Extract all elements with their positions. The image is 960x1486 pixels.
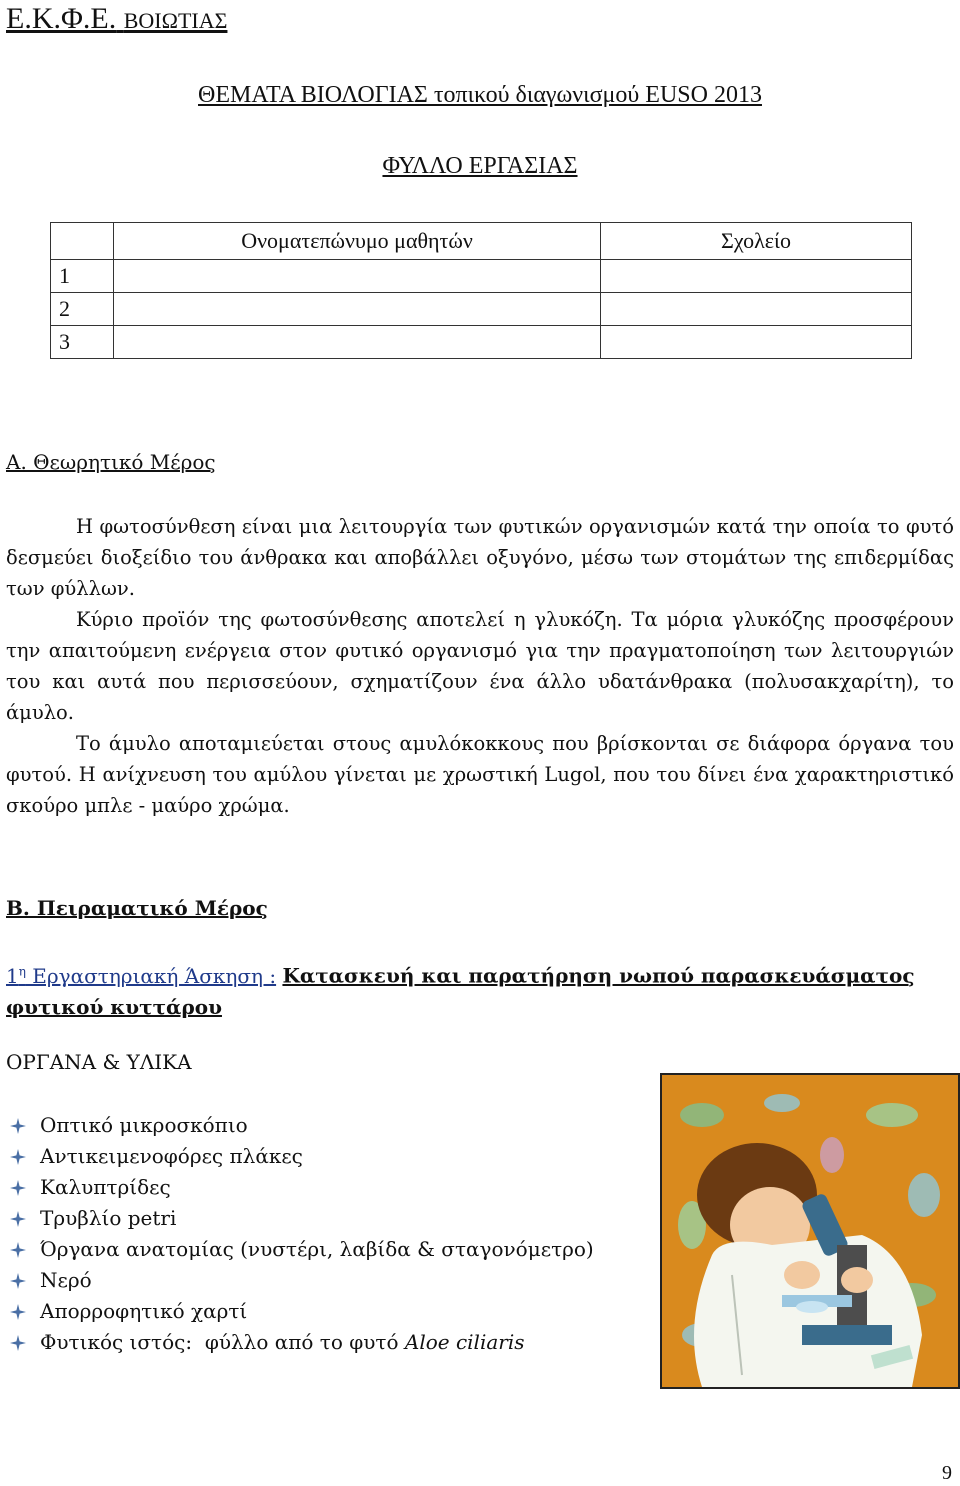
table-header-school: Σχολείο: [601, 223, 912, 260]
header-sub: ΒΟΙΩΤΙΑΣ: [123, 8, 228, 33]
header-main: Ε.Κ.Φ.Ε.: [6, 2, 117, 35]
star-bullet-icon: [10, 1273, 26, 1289]
theory-paragraph: Η φωτοσύνθεση είναι μια λειτουργία των φυτικών οργανισμών κατά την οποία το φυτό δεσμεύει διοξείδιο του άνθρακα και αποβάλλει οξυγόνο, μέσω των στομάτων της επιδερμίδας των φύλλων.: [6, 515, 954, 600]
page-number: 9: [942, 1462, 952, 1484]
scientist-microscope-illustration: [660, 1073, 960, 1389]
section-a-title: Α. Θεωρητικό Μέρος: [6, 450, 216, 474]
document-title: ΘΕΜΑΤΑ ΒΙΟΛΟΓΙΑΣ τοπικού διαγωνισμού EUSO 2013: [198, 82, 762, 108]
star-bullet-icon: [10, 1118, 26, 1134]
worksheet-title: ΦΥΛΛΟ ΕΡΓΑΣΙΑΣ: [382, 153, 578, 179]
exercise-number: $1^\eta$ Εργαστηριακή Άσκηση :: [6, 963, 277, 988]
microscope-clipart-icon: [662, 1075, 958, 1387]
table-row: [51, 293, 912, 326]
star-bullet-icon: [10, 1149, 26, 1165]
exercise-heading: [6, 956, 956, 1023]
table-cell: [51, 223, 114, 260]
exercise-title: Κατασκευή και παρατήρηση νωπού παρασκευάσματος φυτικού κυττάρου: [6, 963, 915, 1019]
section-b-title: Β. Πειραματικό Μέρος: [6, 896, 268, 920]
table-row: [51, 326, 912, 359]
list-item: Απορροφητικό χαρτί: [10, 1296, 594, 1327]
row-number: 3: [51, 326, 114, 359]
school-cell[interactable]: [601, 326, 912, 359]
school-cell[interactable]: [601, 293, 912, 326]
name-cell[interactable]: [114, 293, 601, 326]
list-item: Αντικειμενοφόρες πλάκες: [10, 1141, 594, 1172]
name-cell[interactable]: [114, 326, 601, 359]
list-item: Καλυπτρίδες: [10, 1172, 594, 1203]
row-number: 1: [51, 260, 114, 293]
star-bullet-icon: [10, 1180, 26, 1196]
star-bullet-icon: [10, 1211, 26, 1227]
students-table: [50, 222, 912, 359]
materials-heading: ΟΡΓΑΝΑ & ΥΛΙΚΑ: [6, 1050, 192, 1074]
star-bullet-icon: [10, 1242, 26, 1258]
row-number: 2: [51, 293, 114, 326]
list-item: Οπτικό μικροσκόπιο: [10, 1110, 594, 1141]
table-header-names: Ονοματεπώνυμο μαθητών: [114, 223, 601, 260]
list-item: Νερό: [10, 1265, 594, 1296]
list-item: Τρυβλίο petri: [10, 1203, 594, 1234]
theory-text: [6, 511, 954, 821]
theory-paragraph: Το άμυλο αποταμιεύεται στους αμυλόκοκκους που βρίσκονται σε διάφορα όργανα του φυτού. Η ανίχνευση του αμύλου γίνεται με χρωστική Lugol, που του δίνει ένα χαρακτηριστικό σκούρο μπλε - μαύρο χρώμα.: [6, 732, 954, 817]
theory-paragraph: Κύριο προϊόν της φωτοσύνθεσης αποτελεί η γλυκόζη. Τα μόρια γλυκόζης προσφέρουν την απαιτούμενη ενέργεια στον φυτικό οργανισμό για την πραγματοποίηση των λειτουργιών του και αυτά που περισσεύουν, σχηματίζουν ένα άλλο υδατάνθρακα (πολυσακχαρίτη), το άμυλο.: [6, 608, 954, 724]
table-row: [51, 260, 912, 293]
materials-list: [10, 1110, 594, 1358]
school-cell[interactable]: [601, 260, 912, 293]
star-bullet-icon: [10, 1335, 26, 1351]
list-item: Όργανα ανατομίας (νυστέρι, λαβίδα & σταγονόμετρο): [10, 1234, 594, 1265]
institution-header: [6, 2, 227, 36]
name-cell[interactable]: [114, 260, 601, 293]
table-header-row: [51, 223, 912, 260]
list-item: Φυτικός ιστός: φύλλο από το φυτό Aloe ciliaris: [10, 1327, 594, 1358]
star-bullet-icon: [10, 1304, 26, 1320]
